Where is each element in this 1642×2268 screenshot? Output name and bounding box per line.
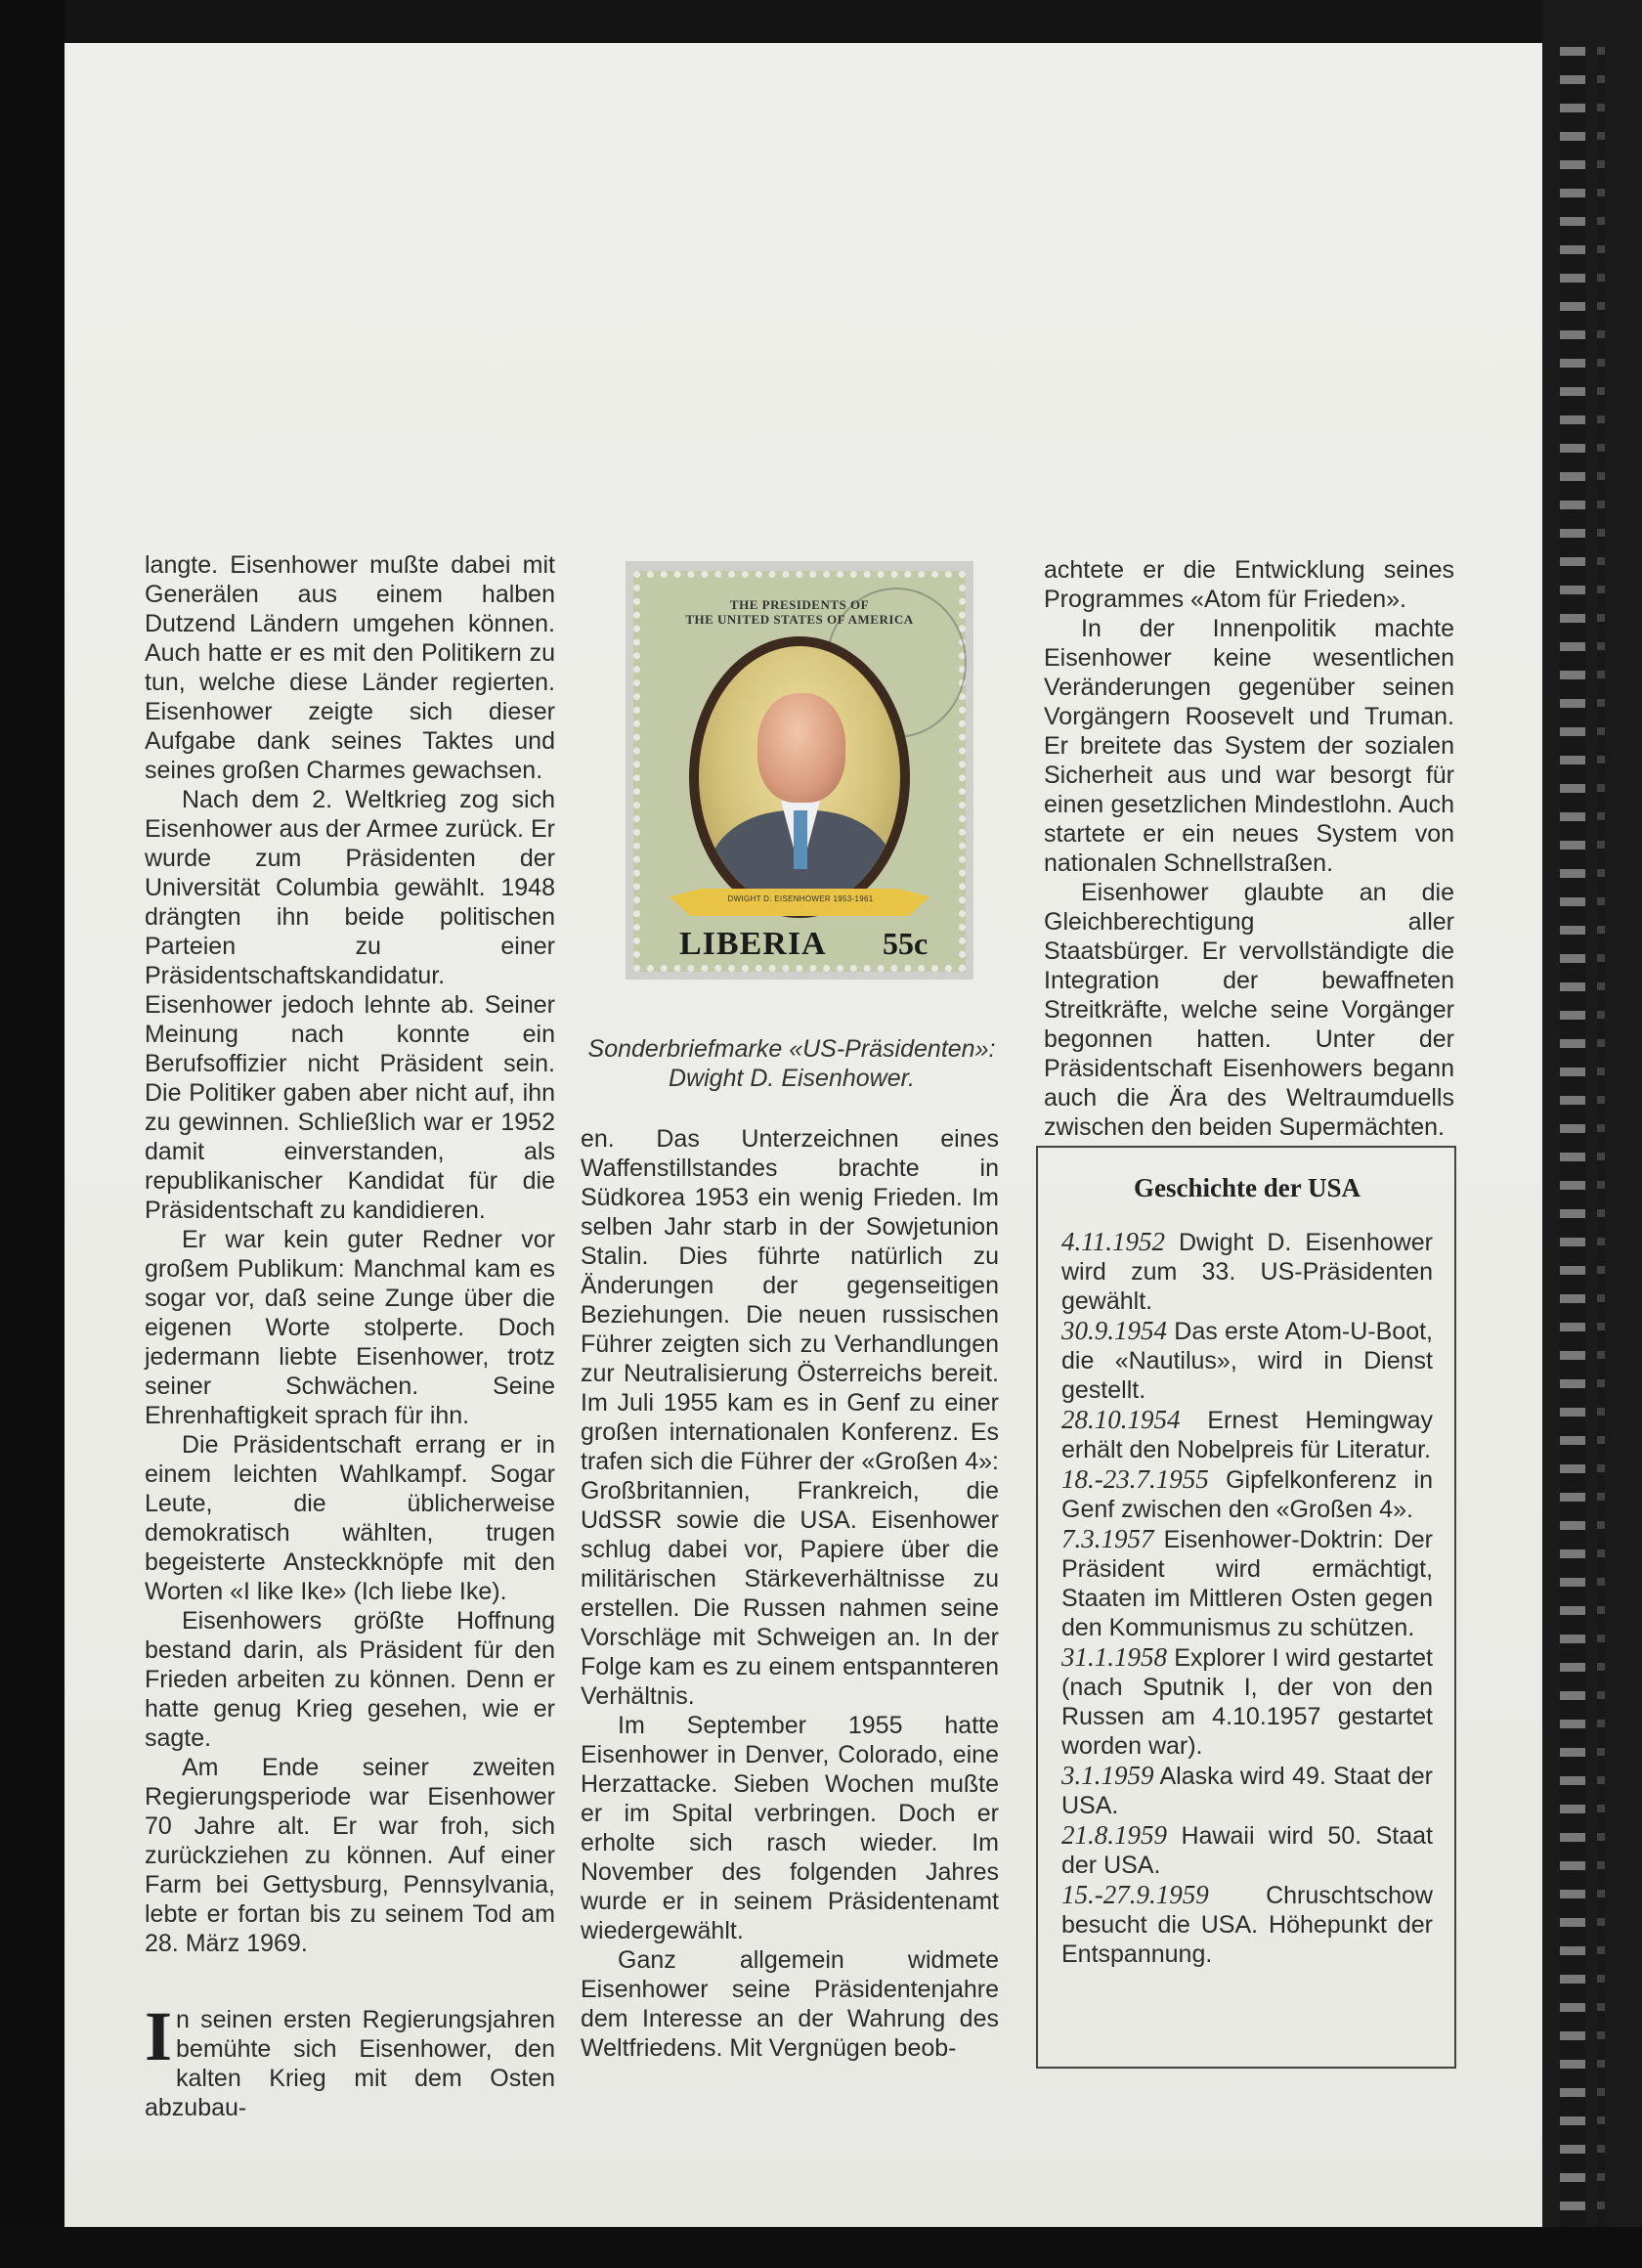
paragraph: en. Das Unterzeichnen eines Waffenstillstandes brachte in Südkorea 1953 ein wenig Frieden. Im selben Jahr starb in der Sowjetunion Stalin. Dies führte natürlich zu Änderungen der gegenseitigen Beziehungen. Die neuen russischen Führer zeigten sich zu Verhandlungen zur Neutralisierung Österreichs bereit. Im Juli 1955 kam es in Genf zu einer großen internationalen Konferenz. Es trafen sich die Führer der «Großen 4»: Großbritannien, Frankreich, die UdSSR sowie die USA. Eisenhower schlug dabei vor, Papiere über die militärischen Stärkeverhältnisse zu erstellen. Die Russen nahmen seine Vorschläge mit Schweigen an. In der Folge kam es zu einem entspannteren Verhältnis. bbox=[581, 1125, 999, 1710]
timeline-entry bbox=[1061, 1820, 1433, 1880]
stamp-header-line: THE PRESIDENTS OF bbox=[729, 597, 870, 612]
paragraph: Ganz allgemein widmete Eisenhower seine Präsidentenjahre dem Interesse an der Wahrung des Weltfriedens. Mit Vergnügen beob- bbox=[581, 1946, 999, 2062]
timeline-text: Gipfelkonferenz in Genf zwischen den «Großen 4». bbox=[1061, 1466, 1433, 1523]
album-edge-bottom bbox=[0, 2227, 1642, 2268]
paragraph-text: n seinen ersten Regierungsjahren bemühte sich Eisenhower, den kalten Krieg mit dem Osten abzubau- bbox=[145, 2006, 555, 2121]
timeline-date: 3.1.1959 bbox=[1061, 1761, 1154, 1790]
timeline-entry bbox=[1061, 1405, 1433, 1464]
timeline-entry bbox=[1061, 1227, 1433, 1316]
timeline-text: Ernest Hemingway erhält den Nobelpreis für Literatur. bbox=[1061, 1407, 1433, 1463]
timeline-entry bbox=[1061, 1316, 1433, 1405]
timeline-date: 4.11.1952 bbox=[1061, 1227, 1165, 1256]
history-box bbox=[1036, 1146, 1456, 2069]
stamp-header-line: THE UNITED STATES OF AMERICA bbox=[685, 612, 914, 627]
paragraph: langte. Eisenhower mußte dabei mit Generälen aus einem halben Dutzend Ländern umgehen können. Auch hatte er es mit den Politikern zu tun, welche diese Länder regierten. Eisenhower zeigte sich dieser Aufgabe dank seines Taktes und seines großen Charmes gewachsen. bbox=[145, 551, 555, 784]
drop-cap: I bbox=[145, 1997, 173, 2075]
paragraph-with-initial bbox=[145, 1997, 555, 2122]
sleeve-perforation bbox=[1560, 47, 1585, 2227]
history-box-title: Geschichte der USA bbox=[1134, 1173, 1361, 1202]
timeline-entry bbox=[1061, 1880, 1433, 1969]
timeline-date: 28.10.1954 bbox=[1061, 1405, 1181, 1434]
timeline-date: 21.8.1959 bbox=[1061, 1820, 1167, 1850]
stamp-caption: Sonderbriefmarke «US-Präsidenten»: Dwight D. Eisenhower. bbox=[587, 1035, 996, 1092]
paragraph: Am Ende seiner zweiten Regierungsperiode war Eisenhower 70 Jahre alt. Er war froh, sich zurückziehen zu können. Auf einer Farm bei Gettysburg, Pennsylvania, lebte er fortan bis zu seinem Tod am 28. März 1969. bbox=[145, 1754, 555, 1957]
stamp-banner-text: DWIGHT D. EISENHOWER 1953-1961 bbox=[727, 894, 874, 903]
timeline-entry bbox=[1061, 1761, 1433, 1820]
timeline-text: Eisenhower-Doktrin: Der Präsident wird ermächtigt, Staaten im Mittleren Osten gegen den Kommunismus zu schützen. bbox=[1061, 1526, 1433, 1641]
paragraph: Nach dem 2. Weltkrieg zog sich Eisenhower aus der Armee zurück. Er wurde zum Präsidenten der Universität Columbia gewählt. 1948 drängten ihn beide politischen Parteien zu einer Präsidentschaftskandidatur. Eisenhower jedoch lehnte ab. Seiner Meinung nach konnte ein Berufsoffizier nicht Präsident sein. Die Politiker gaben aber nicht auf, ihn zu gewinnen. Schließlich war er 1952 damit einverstanden, als republikanischer Kandidat für die Präsidentschaft zu kandidieren. bbox=[145, 786, 555, 1224]
paragraph: Im September 1955 hatte Eisenhower in Denver, Colorado, eine Herzattacke. Sieben Wochen mußte er im Spital verbringen. Doch er erholte sich rasch wieder. Im November des folgenden Jahres wurde er in seinem Präsidentenamt wiedergewählt. bbox=[581, 1712, 999, 1944]
timeline-date: 30.9.1954 bbox=[1061, 1316, 1167, 1345]
stamp-country: LIBERIA bbox=[679, 926, 827, 962]
timeline-text: Alaska wird 49. Staat der USA. bbox=[1061, 1763, 1433, 1819]
paragraph: achtete er die Entwicklung seines Programmes «Atom für Frieden». bbox=[1044, 556, 1454, 613]
paragraph: Eisenhowers größte Hoffnung bestand darin, als Präsident für den Frieden arbeiten zu können. Denn er hatte genug Krieg gesehen, wie er sagte. bbox=[145, 1607, 555, 1752]
sleeve-perforation-inner bbox=[1597, 47, 1605, 2227]
timeline-text: Chruschtschow besucht die USA. Höhepunkt der Entspannung. bbox=[1061, 1882, 1433, 1968]
paragraph: Er war kein guter Redner vor großem Publikum: Manchmal kam es sogar vor, daß seine Zunge über die eigenen Worte stolperte. Doch jedermann liebte Eisenhower, trotz seiner Schwächen. Seine Ehrenhaftigkeit sprach für ihn. bbox=[145, 1226, 555, 1429]
postage-stamp bbox=[633, 571, 966, 972]
timeline-date: 31.1.1958 bbox=[1061, 1642, 1167, 1672]
text-column-middle bbox=[581, 1124, 999, 2063]
text-column-right bbox=[1044, 555, 1454, 1142]
timeline-date: 7.3.1957 bbox=[1061, 1524, 1154, 1553]
text-column-left bbox=[145, 550, 555, 2122]
timeline-entry bbox=[1061, 1642, 1433, 1761]
timeline-entry bbox=[1061, 1464, 1433, 1524]
timeline-text: Das erste Atom-U-Boot, die «Nautilus», wird in Dienst gestellt. bbox=[1061, 1318, 1433, 1404]
stamp-value: 55c bbox=[883, 926, 929, 961]
timeline-text: Explorer I wird gestartet (nach Sputnik I, der von den Russen am 4.10.1957 gestartet worden war). bbox=[1061, 1644, 1433, 1760]
portrait-tie bbox=[794, 810, 807, 869]
stamp-header bbox=[640, 597, 959, 627]
timeline-date: 18.-23.7.1955 bbox=[1061, 1464, 1209, 1494]
timeline-text: Dwight D. Eisenhower wird zum 33. US-Präsidenten gewählt. bbox=[1061, 1229, 1433, 1315]
timeline-date: 15.-27.9.1959 bbox=[1061, 1880, 1209, 1909]
timeline-text: Hawaii wird 50. Staat der USA. bbox=[1061, 1822, 1433, 1879]
paragraph: Die Präsidentschaft errang er in einem leichten Wahlkampf. Sogar Leute, die üblicherweise demokratisch wählten, trugen begeisterte Ansteckknöpfe mit den Worten «I like Ike» (Ich liebe Ike). bbox=[145, 1431, 555, 1605]
album-edge-left bbox=[0, 0, 65, 2268]
paragraph: In der Innenpolitik machte Eisenhower keine wesentlichen Veränderungen gegenüber seinen Vorgängern Roosevelt und Truman. Er breitete das System der sozialen Sicherheit aus und war besorgt für einen gesetzlichen Mindestlohn. Auch startete er ein neues System von nationalen Schnellstraßen. bbox=[1044, 615, 1454, 877]
paragraph: Eisenhower glaubte an die Gleichberechtigung aller Staatsbürger. Er vervollständigte die Integration der bewaffneten Streitkräfte, welche seine Vorgänger begonnen hatten. Unter der Präsidentschaft Eisenhowers begann auch die Ära des Weltraumduells zwischen den beiden Supermächten. bbox=[1044, 879, 1454, 1141]
portrait bbox=[699, 646, 900, 908]
portrait-head bbox=[757, 693, 845, 803]
timeline-entry bbox=[1061, 1524, 1433, 1642]
album-sleeve-strip bbox=[1542, 0, 1642, 2268]
